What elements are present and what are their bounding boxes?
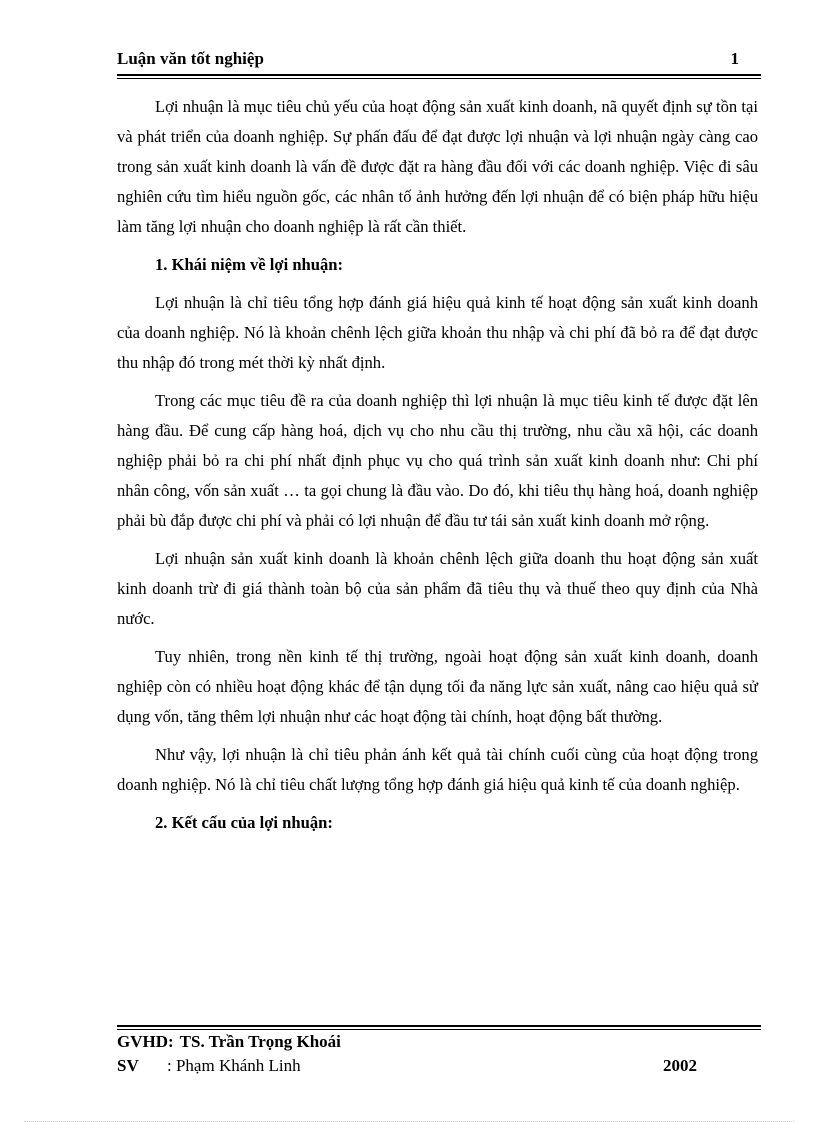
student-name: : Phạm Khánh Linh bbox=[167, 1056, 301, 1075]
page-edge-dotted-line bbox=[24, 1121, 794, 1122]
advisor-label: GVHD: bbox=[117, 1032, 174, 1051]
header-divider bbox=[117, 74, 761, 79]
page-header bbox=[117, 49, 761, 73]
page-number: 1 bbox=[730, 49, 739, 68]
paragraph-definition: Lợi nhuận là chỉ tiêu tổng hợp đánh giá hiệu quả kinh tế hoạt động sản xuất kinh doanh của doanh nghiệp. Nó là khoản chênh lệch giữa khoản thu nhập và chi phí đã bỏ ra để đạt được thu nhập đó trong mét thời kỳ nhất định. bbox=[117, 293, 758, 372]
section-heading-1: 1. Khái niệm về lợi nhuận: bbox=[155, 255, 344, 274]
intro-paragraph: Lợi nhuận là mục tiêu chủ yếu của hoạt động sản xuất kinh doanh, nã quyết định sự tồn tại và phát triển của doanh nghiệp. Sự phấn đấu để đạt được lợi nhuận và lợi nhuận ngày càng cao trong sản xuất kinh doanh là vấn đề được đặt ra hàng đầu đối với các doanh nghiệp. Việc đi sâu nghiên cứu tìm hiểu nguồn gốc, các nhân tố ảnh hưởng đến lợi nhuận để có biện pháp hữu hiệu làm tăng lợi nhuận cho doanh nghiệp là rất cần thiết. bbox=[117, 97, 758, 236]
paragraph-conclusion: Như vậy, lợi nhuận là chỉ tiêu phản ánh kết quả tài chính cuối cùng của hoạt động trong doanh nghiệp. Nó là chỉ tiêu chất lượng tổng hợp đánh giá hiệu quả kinh tế của doanh nghiệp. bbox=[117, 745, 758, 794]
document-title: Luận văn tốt nghiệp bbox=[117, 49, 264, 68]
paragraph-production-profit: Lợi nhuận sản xuất kinh doanh là khoản chênh lệch giữa doanh thu hoạt động sản xuất kinh doanh trừ đi giá thành toàn bộ của sản phẩm đã tiêu thụ và thuế theo quy định của Nhà nước. bbox=[117, 549, 758, 628]
advisor-name: TS. Trần Trọng Khoái bbox=[179, 1032, 341, 1051]
year: 2002 bbox=[663, 1056, 697, 1075]
section-heading-2: 2. Kết cấu của lợi nhuận: bbox=[155, 813, 333, 832]
student-label: SV bbox=[117, 1056, 139, 1075]
document-body bbox=[117, 92, 758, 846]
page-footer bbox=[117, 1030, 717, 1078]
paragraph-objectives: Trong các mục tiêu đề ra của doanh nghiệp thì lợi nhuận là mục tiêu kinh tế được đặt lên hàng đầu. Để cung cấp hàng hoá, dịch vụ cho nhu cầu thị trường, nhu cầu xã hội, các doanh nghiệp phải bỏ ra chi phí nhất định phục vụ cho quá trình sản xuất kinh doanh như: Chi phí nhân công, vốn sản xuất … ta gọi chung là đầu vào. Do đó, khi tiêu thụ hàng hoá, doanh nghiệp phải bù đắp được chi phí và phải có lợi nhuận để đầu tư tái sản xuất kinh doanh mở rộng. bbox=[117, 391, 758, 530]
student-row bbox=[117, 1054, 717, 1078]
advisor-row bbox=[117, 1030, 717, 1054]
paragraph-other-activities: Tuy nhiên, trong nền kinh tế thị trường, ngoài hoạt động sản xuất kinh doanh, doanh nghiệp còn có nhiều hoạt động khác để tận dụng tối đa năng lực sản xuất, nâng cao hiệu quả sử dụng vốn, tăng thêm lợi nhuận như các hoạt động tài chính, hoạt động bất thường. bbox=[117, 647, 758, 726]
